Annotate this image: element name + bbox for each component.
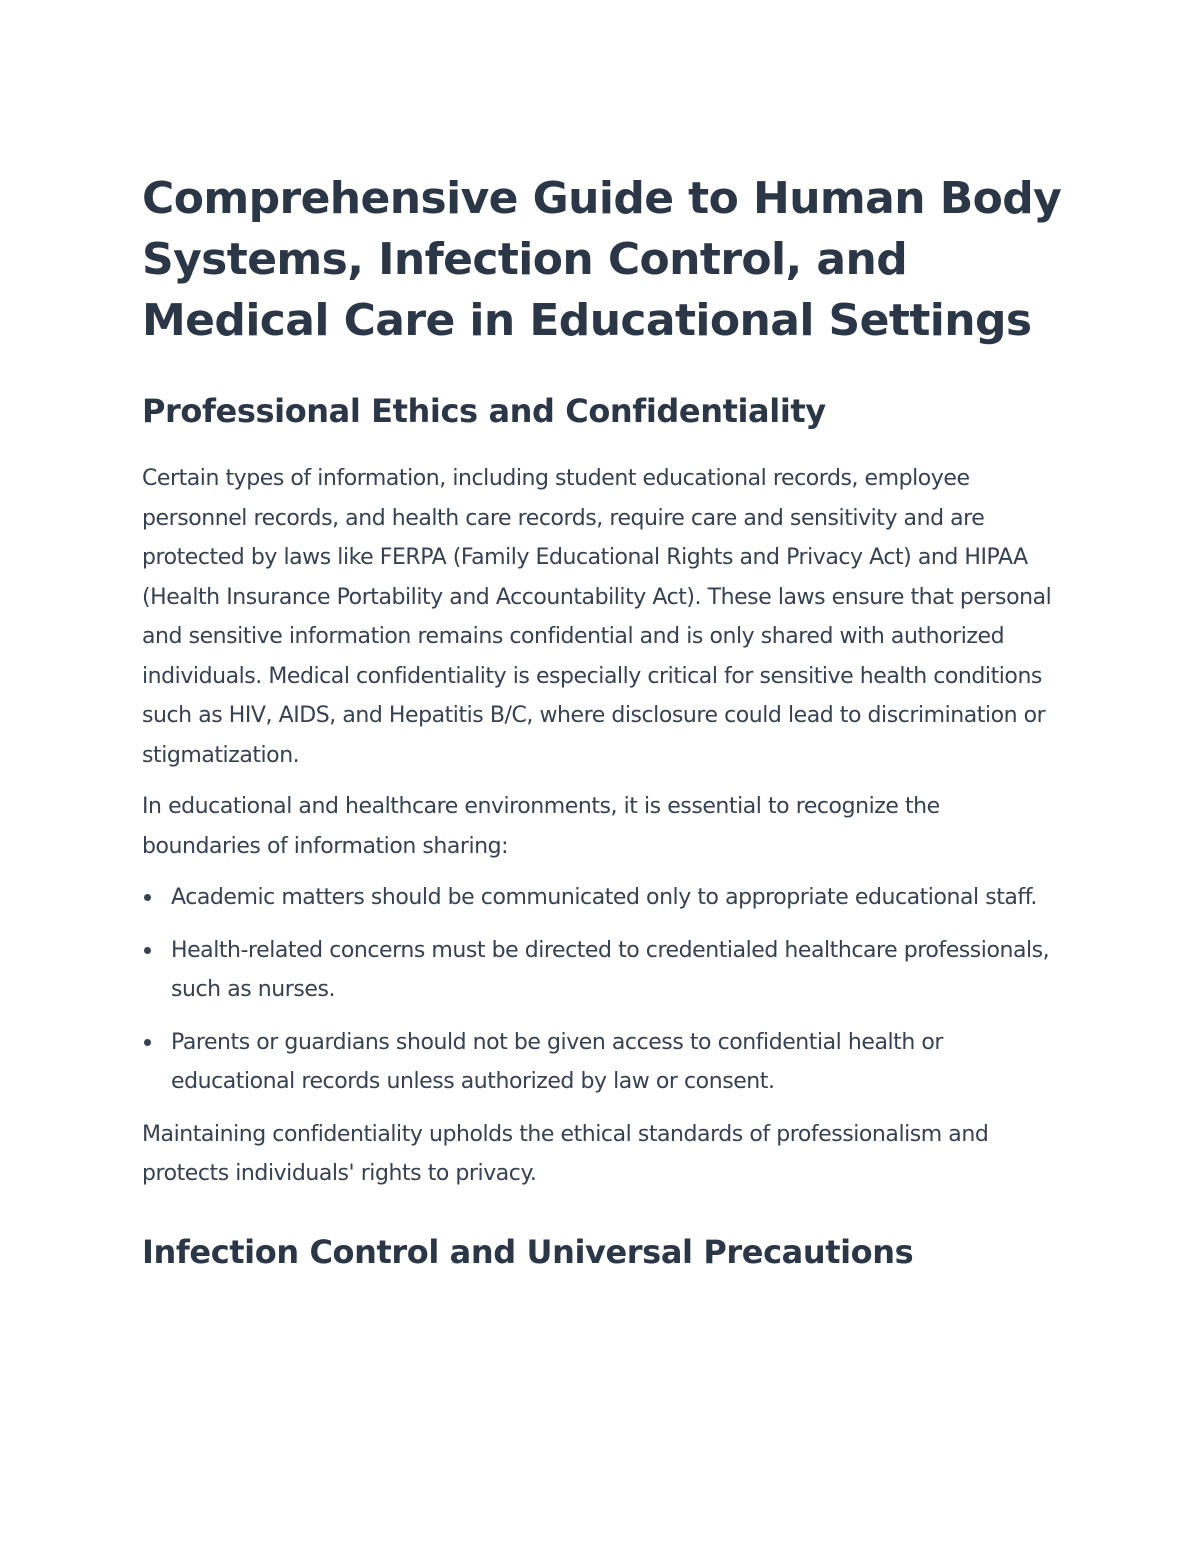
paragraph: Certain types of information, including student educational records, employee personnel records, and health care records, require care and sensitivity and are protected by laws like FERPA (Family Educational Rights and Privacy Act) and HIPAA (Health Insurance Portability and Accountability Act). These laws ensure that personal and sensitive information remains confidential and is only shared with authorized individuals. Medical confidentiality is especially critical for sensitive health conditions such as HIV, AIDS, and Hepatitis B/C, where disclosure could lead to discrimination or stigmatization. [142,466,1052,768]
bullet-dot-icon [144,947,151,954]
paragraph: In educational and healthcare environments, it is essential to recognize the boundaries of information sharing: [142,794,940,859]
document-page [142,168,1062,1300]
list-item-text: Academic matters should be communicated only to appropriate educational staff. [171,885,1037,910]
list-item-text: Health-related concerns must be directed to credentialed healthcare professionals, such as nurses. [171,937,1050,1002]
bullet-list [142,878,1062,1102]
section-infection-control [142,1230,1062,1274]
list-item [142,878,1062,918]
bullet-dot-icon [144,894,151,901]
bullet-dot-icon [144,1039,151,1046]
document-title: Comprehensive Guide to Human Body Systems, Infection Control, and Medical Care in Educational Settings [142,173,1062,346]
list-item-text: Parents or guardians should not be given access to confidential health or educational records unless authorized by law or consent. [171,1029,943,1094]
list-item [142,1023,1062,1102]
paragraph: Maintaining confidentiality upholds the ethical standards of professionalism and protects individuals' rights to privacy. [142,1121,989,1186]
section-professional-ethics [142,389,1062,1194]
section-heading: Infection Control and Universal Precautions [142,1232,914,1271]
list-item [142,931,1062,1010]
section-heading: Professional Ethics and Confidentiality [142,392,826,430]
